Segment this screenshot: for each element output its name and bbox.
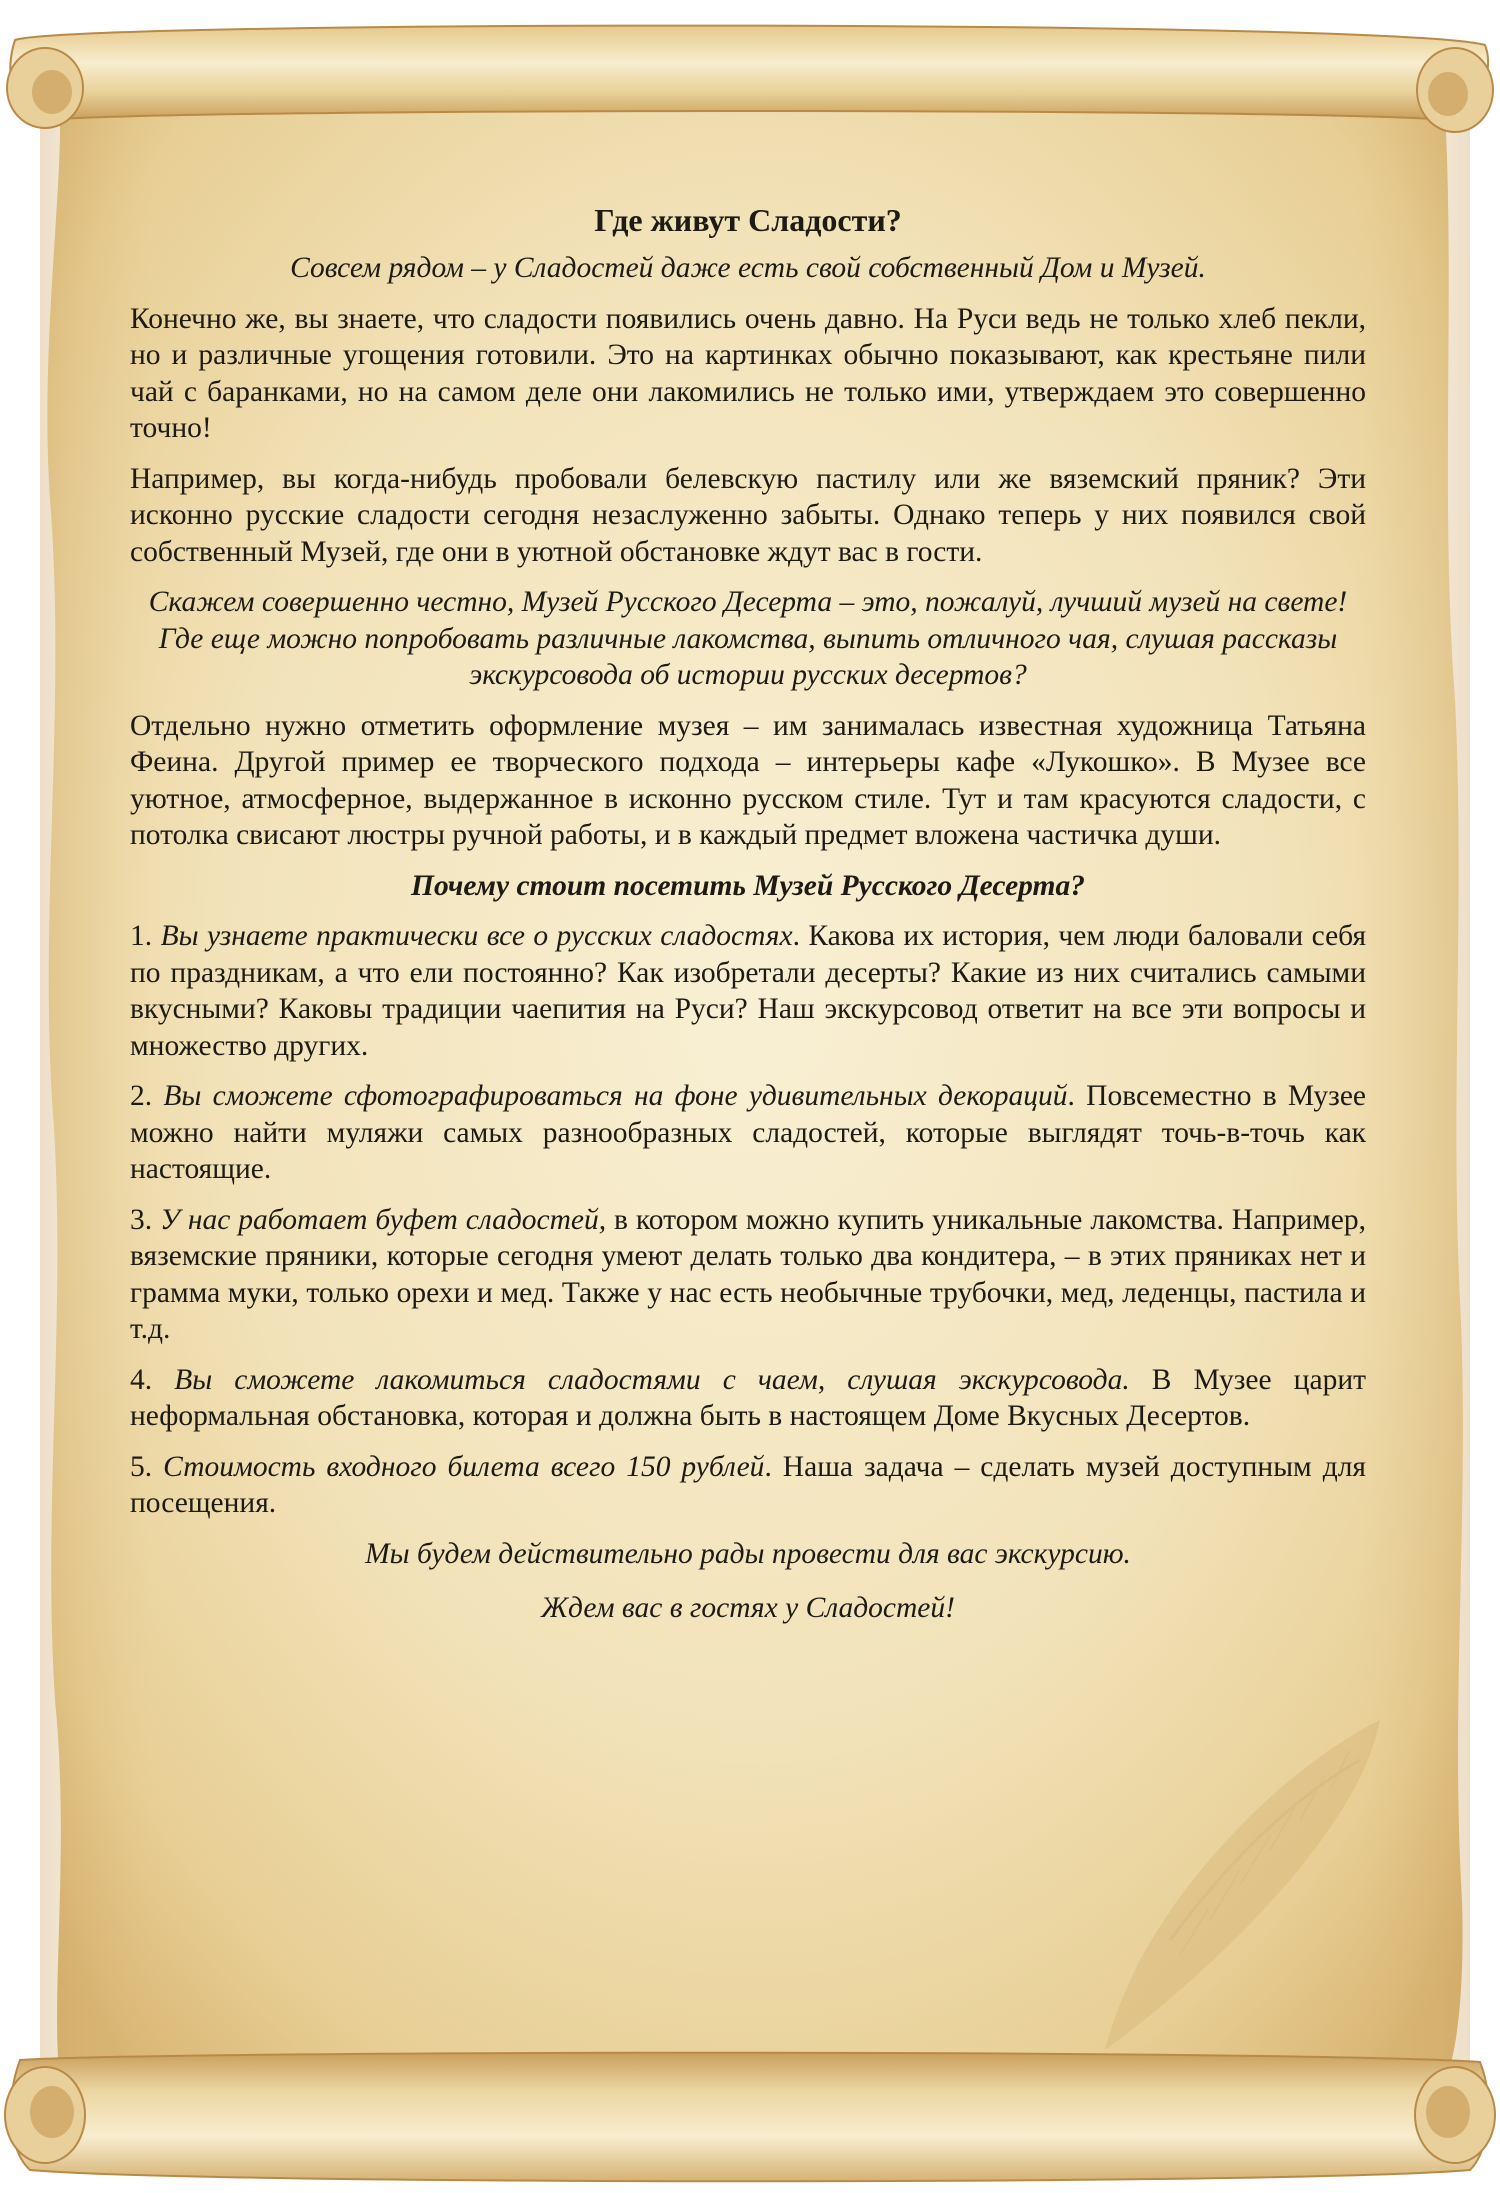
reason-highlight: У нас работает буфет сладостей,: [160, 1203, 607, 1236]
quote-paragraph: Скажем совершенно честно, Музей Русского Десерта – это, пожалуй, лучший музей на свете! Где еще можно попробовать различные лакомства, выпить отличного чая, слушая рассказы экскурсовода об истории русских десертов?: [148, 586, 1348, 691]
closing-invitation: Мы будем действительно рады провести для вас экскурсию.: [365, 1537, 1131, 1570]
reason-number: 4.: [130, 1363, 153, 1396]
reason-item-1: [130, 918, 1366, 1064]
reason-number: 5.: [130, 1450, 153, 1483]
subtitle: Совсем рядом – у Сладостей даже есть свой собственный Дом и Музей.: [290, 252, 1206, 284]
page-title: Где живут Сладости?: [594, 202, 902, 238]
pastila-paragraph: Например, вы когда-нибудь пробовали белевскую пастилу или же вяземский пряник? Эти исконно русские сладости сегодня незаслуженно забыты. Однако теперь у них появился свой собственный Музей, где они в уютной обстановке ждут вас в гости.: [130, 462, 1366, 568]
reason-highlight: Вы сможете сфотографироваться на фоне удивительных декораций: [163, 1080, 1068, 1112]
reason-item-5: [130, 1449, 1366, 1522]
reason-text: . Какова их история, чем люди баловали себя по праздникам, а что ели постоянно? Как изобретали десерты? Какие из них считались самыми вкусными? Каковы традиции чаепития на Руси? Наш экскурсовод ответит на все эти вопросы и множество других.: [130, 920, 1367, 1062]
top-scroll-roll: [10, 26, 1488, 120]
reason-text: . Повсеместно в Музее можно найти муляжи самых разнообразных сладостей, которые выглядят точь-в-точь как настоящие.: [130, 1080, 1366, 1185]
reason-highlight: Стоимость входного билета всего 150 рублей: [163, 1450, 765, 1483]
design-paragraph: Отдельно нужно отметить оформление музея – им занималась известная художница Татьяна Феина. Другой пример ее творческого подхода – интерьеры кафе «Лукошко». В Музее все уютное, атмосферное, выдержанное в исконно русском стиле. Тут и там красуются сладости, с потолка свисают люстры ручной работы, и в каждый предмет вложена частичка души.: [130, 709, 1366, 851]
reason-number: 3.: [130, 1203, 153, 1236]
section-heading: Почему стоит посетить Музей Русского Десерта?: [411, 869, 1085, 902]
reason-item-3: [130, 1202, 1366, 1348]
closing-greeting: Ждем вас в гостях у Сладостей!: [541, 1592, 955, 1624]
reason-item-4: [130, 1362, 1366, 1435]
reason-text: в котором можно купить уникальные лакомства. Например, вяземские пряники, которые сегодня умеют делать только два кондитера, – в этих пряниках нет и грамма муки, только орехи и мед. Также у нас есть необычные трубочки, мед, леденцы, пастила и т.д.: [130, 1203, 1366, 1345]
intro-paragraph: Конечно же, вы знаете, что сладости появились очень давно. На Руси ведь не только хлеб пекли, но и различные угощения готовили. Это на картинках обычно показывают, как крестьяне пили чай с баранками, но на самом деле они лакомились не только ими, утверждаем это совершенно точно!: [130, 302, 1366, 444]
reason-highlight: Вы узнаете практически все о русских сладостях: [160, 920, 793, 952]
bottom-scroll-roll: [11, 2053, 1489, 2182]
reason-item-2: [130, 1078, 1366, 1188]
reason-text: . Наша задача – сделать музей доступным для посещения.: [130, 1450, 1366, 1519]
document-content: [130, 198, 1366, 1645]
reason-highlight: Вы сможете лакомиться сладостями с чаем, слушая экскурсовода.: [174, 1363, 1130, 1396]
reason-number: 2.: [130, 1080, 153, 1112]
reason-number: 1.: [130, 920, 153, 952]
reason-text: В Музее царит неформальная обстановка, которая и должна быть в настоящем Доме Вкусных Десертов.: [130, 1363, 1366, 1432]
